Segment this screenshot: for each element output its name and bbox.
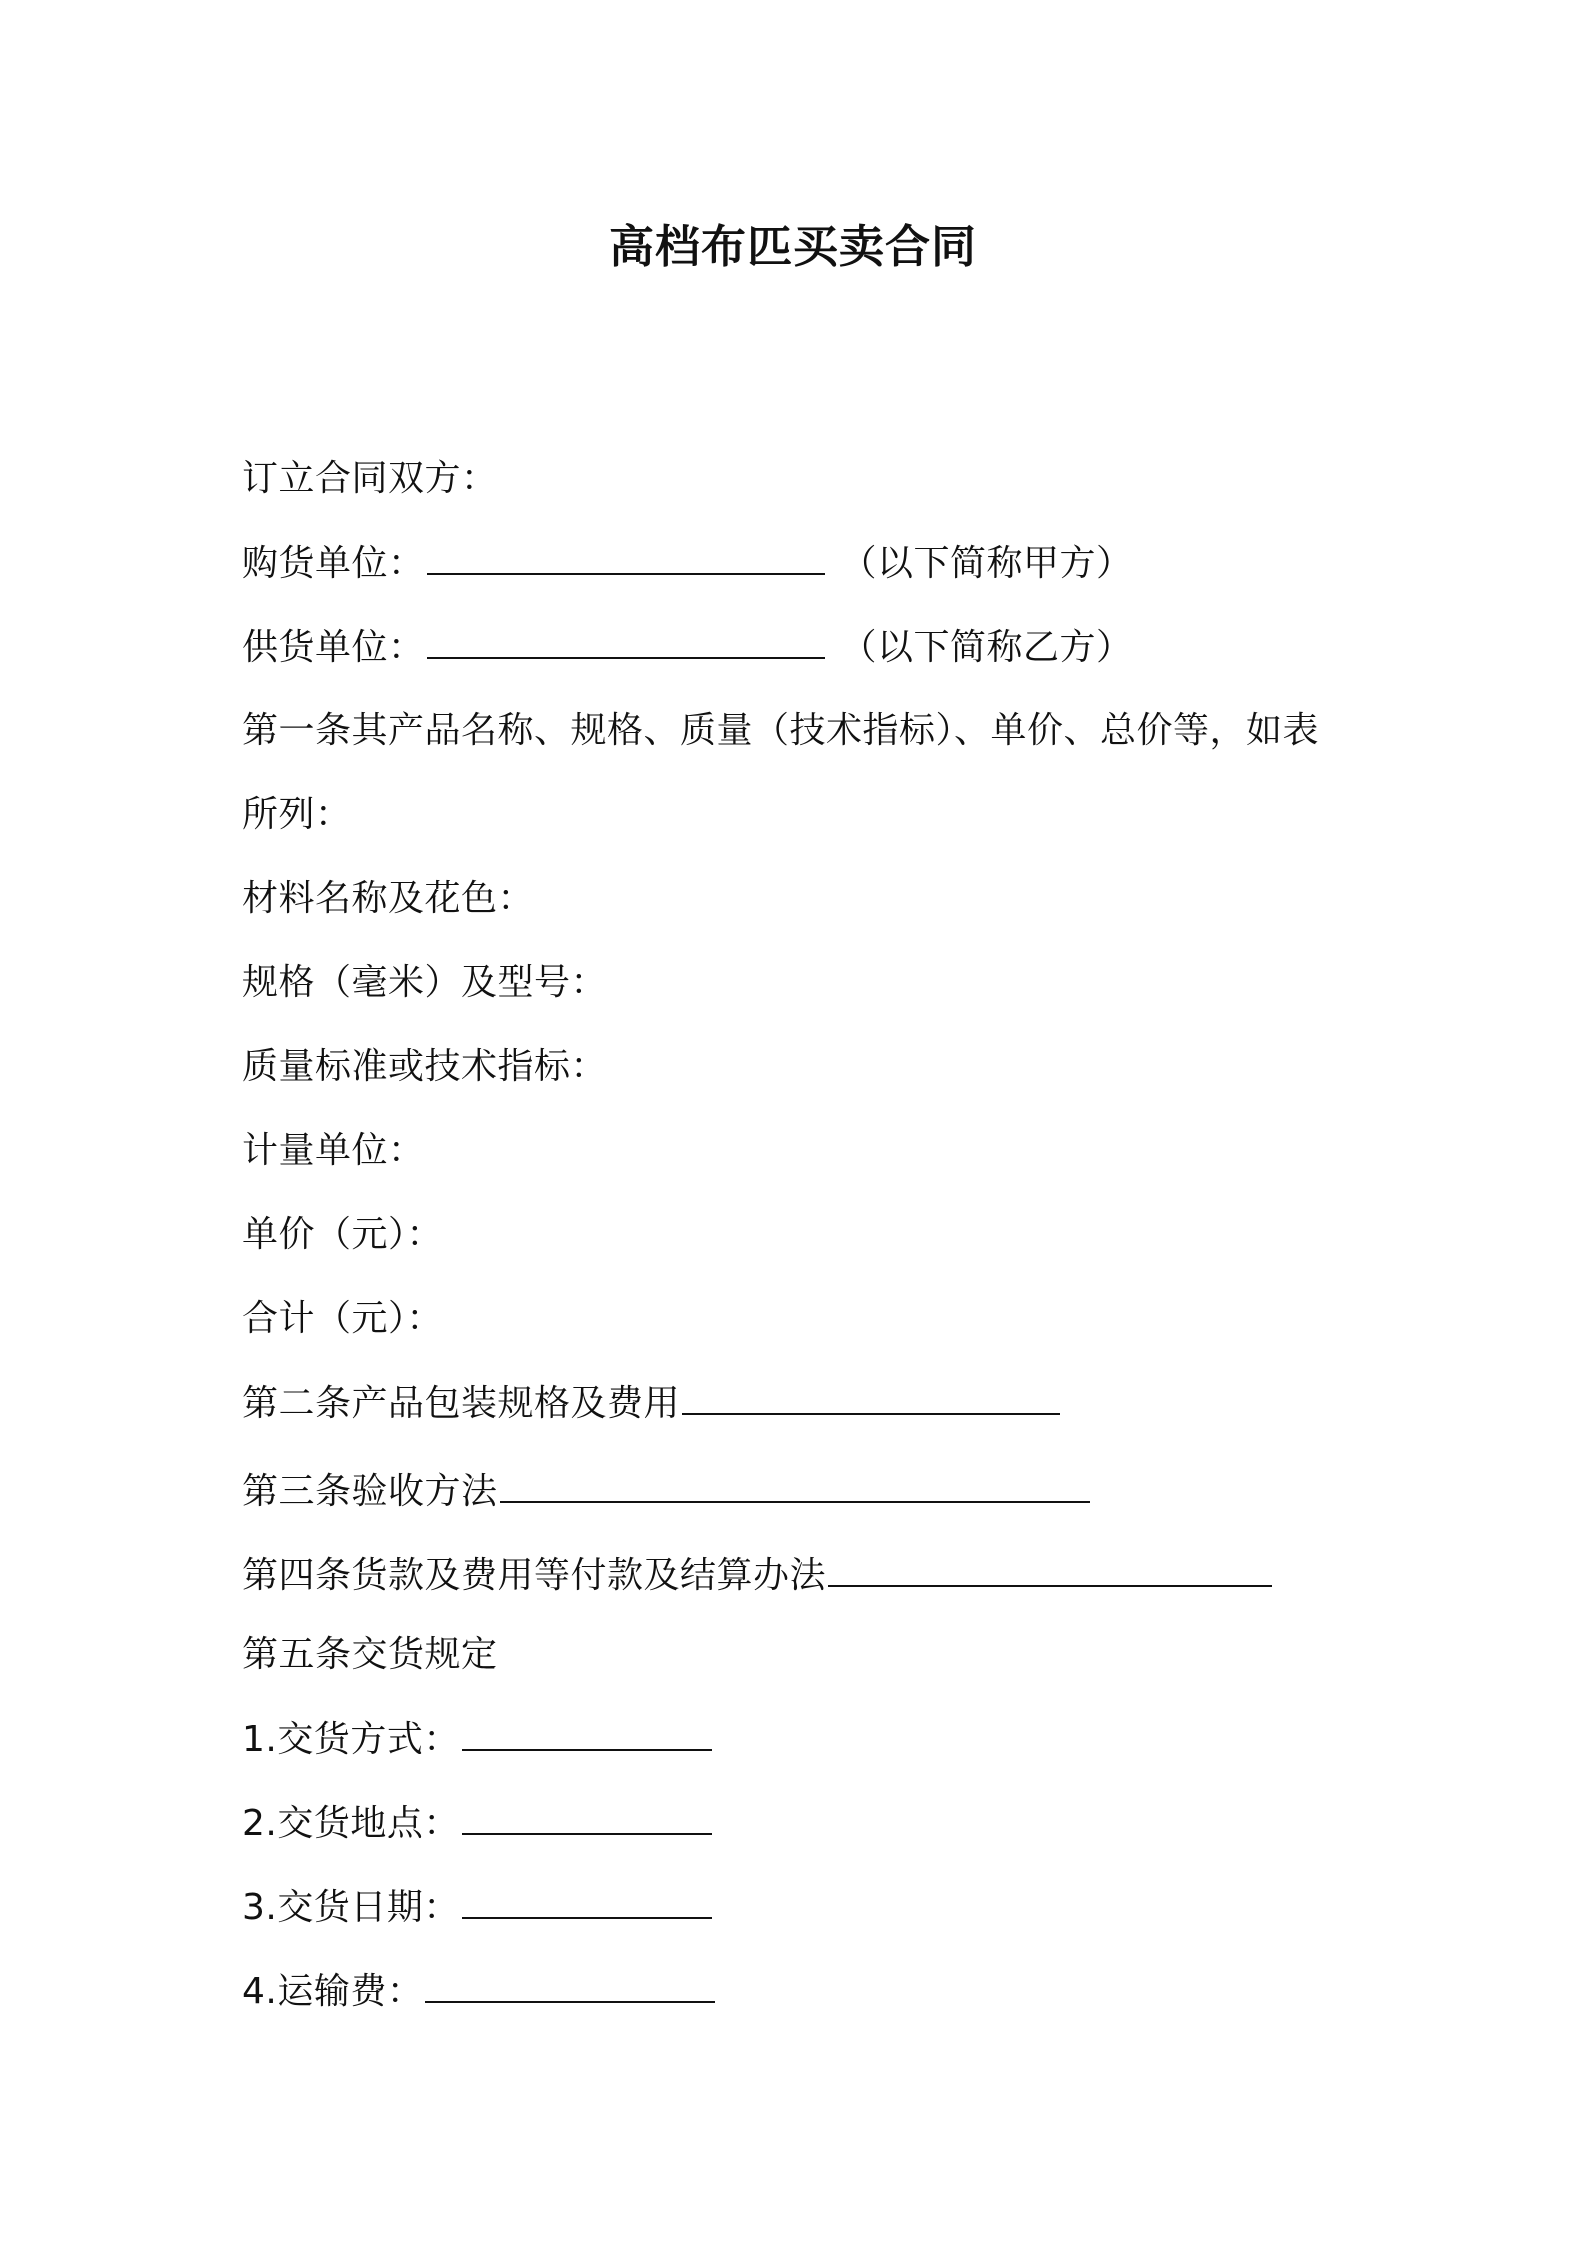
field-unit: 计量单位：: [242, 1130, 425, 1171]
article4-text: 第四条货款及费用等付款及结算办法: [242, 1555, 827, 1596]
article4-line: [242, 1547, 1274, 1604]
buyer-line: [242, 535, 1133, 592]
field-spec: 规格（毫米）及型号：: [242, 962, 608, 1003]
buyer-blank[interactable]: [427, 535, 825, 575]
field-unit-price: 单价（元）：: [242, 1214, 444, 1255]
field-quality: 质量标准或技术指标：: [242, 1046, 608, 1087]
document-title: 高档布匹买卖合同: [608, 220, 977, 273]
delivery-method-line: [242, 1711, 714, 1768]
parties-intro: 订立合同双方：: [242, 458, 498, 499]
seller-line: [242, 619, 1133, 676]
seller-suffix: （以下简称乙方）: [840, 627, 1133, 668]
delivery-method-blank[interactable]: [462, 1711, 712, 1751]
article1-line2: 所列：: [242, 794, 352, 835]
article1-line1: 第一条其产品名称、规格、质量（技术指标）、单价、总价等，如表: [242, 710, 1320, 751]
delivery-date-blank[interactable]: [462, 1879, 712, 1919]
article2-text: 第二条产品包装规格及费用: [242, 1383, 681, 1424]
delivery-place-blank[interactable]: [462, 1795, 712, 1835]
article4-blank[interactable]: [828, 1547, 1272, 1587]
field-material: 材料名称及花色：: [242, 878, 535, 919]
delivery-date-label: 3.交货日期：: [242, 1887, 460, 1928]
delivery-place-line: [242, 1795, 714, 1852]
delivery-place-label: 2.交货地点：: [242, 1803, 460, 1844]
freight-line: [242, 1963, 717, 2020]
field-total: 合计（元）：: [242, 1298, 444, 1339]
article5-heading: 第五条交货规定: [242, 1634, 498, 1675]
delivery-method-label: 1.交货方式：: [242, 1719, 460, 1760]
article2-blank[interactable]: [682, 1375, 1060, 1415]
delivery-date-line: [242, 1879, 714, 1936]
article3-line: [242, 1463, 1092, 1520]
article3-text: 第三条验收方法: [242, 1471, 498, 1512]
buyer-label: 购货单位：: [242, 543, 425, 584]
freight-label: 4.运输费：: [242, 1971, 424, 2012]
seller-blank[interactable]: [427, 619, 825, 659]
freight-blank[interactable]: [425, 1963, 715, 2003]
article2-line: [242, 1375, 1062, 1432]
buyer-suffix: （以下简称甲方）: [840, 543, 1133, 584]
article3-blank[interactable]: [500, 1463, 1090, 1503]
seller-label: 供货单位：: [242, 627, 425, 668]
